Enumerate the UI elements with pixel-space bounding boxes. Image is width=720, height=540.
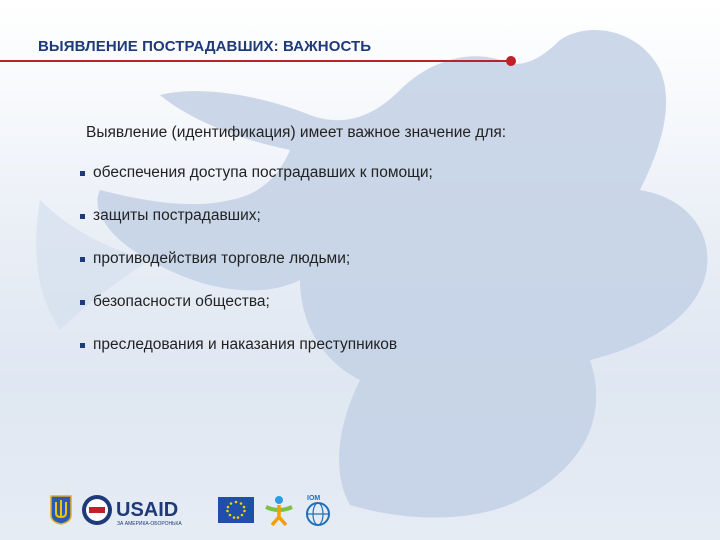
list-item-text: противодействия торговле людьми; (93, 250, 351, 267)
intro-text: Выявление (идентификация) имеет важное значение для: (86, 124, 507, 141)
list-item (74, 164, 433, 207)
iom-logo (304, 492, 332, 528)
partner-figure-logo (262, 493, 296, 527)
list-item-text: защиты пострадавших; (93, 207, 261, 224)
square-bullet-icon (80, 343, 85, 348)
partner-logos (50, 490, 332, 530)
list-item-text: обеспечения доступа пострадавших к помощи; (93, 164, 433, 181)
usaid-logo (80, 492, 210, 528)
usaid-wordmark: USAID (116, 499, 179, 521)
usaid-tagline: ЗА АМЕРИКА-ОБОРОНЬКА (117, 521, 182, 527)
square-bullet-icon (80, 257, 85, 262)
list-item-text: безопасности общества; (93, 293, 270, 310)
ukraine-coat-of-arms-logo (50, 495, 72, 525)
square-bullet-icon (80, 171, 85, 176)
title-underline (0, 60, 512, 62)
bullet-list (74, 164, 433, 379)
eu-flag-logo (218, 497, 254, 523)
list-item (74, 250, 433, 293)
iom-wordmark: IOM (307, 495, 321, 502)
figure-icon (262, 493, 296, 527)
square-bullet-icon (80, 214, 85, 219)
list-item (74, 293, 433, 336)
list-item-text: преследования и наказания преступников (93, 336, 398, 353)
title-underline-dot (506, 56, 516, 66)
square-bullet-icon (80, 300, 85, 305)
trident-icon (50, 495, 72, 525)
list-item (74, 336, 433, 379)
slide-title: ВЫЯВЛЕНИЕ ПОСТРАДАВШИХ: ВАЖНОСТЬ (38, 38, 372, 55)
eu-stars-icon (218, 497, 254, 523)
list-item (74, 207, 433, 250)
